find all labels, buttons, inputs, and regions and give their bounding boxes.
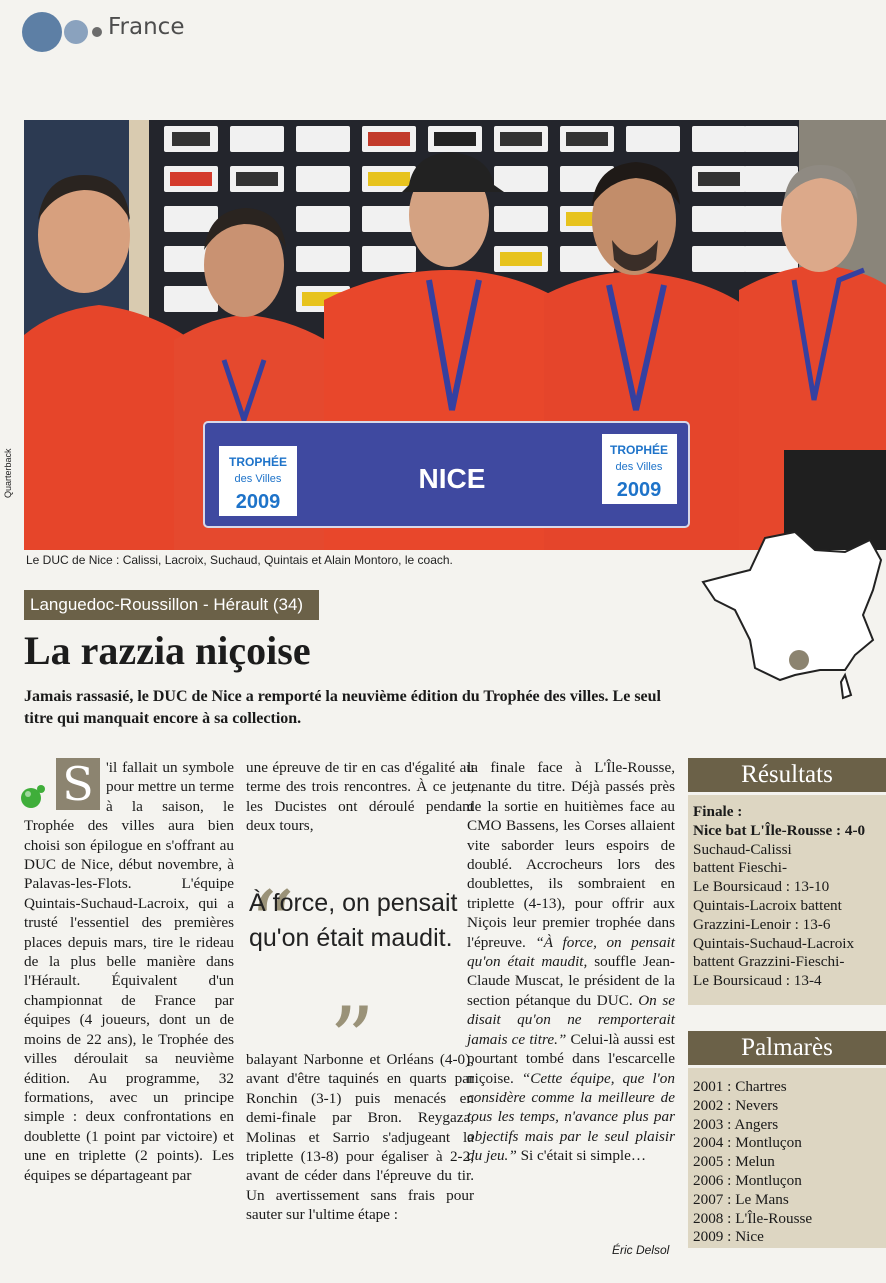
column-3-text-4: Si c'était si simple… — [520, 1147, 647, 1165]
results-line: Le Boursicaud : 13-10 — [693, 878, 830, 896]
team-photo-illustration — [24, 120, 886, 550]
results-box — [688, 795, 886, 1005]
palmares-entry: 2007 : Le Mans — [693, 1190, 789, 1208]
column-3-quote-1: “À force, on pensait qu'on était maudit, — [467, 933, 675, 971]
results-finale-label: Finale : — [693, 803, 743, 820]
section-label: France — [108, 14, 185, 40]
banner-logo-left-line2: des Villes — [234, 473, 282, 485]
drop-cap: S — [56, 758, 100, 810]
results-line: Nice bat L'Île-Rousse : 4-0 — [693, 821, 866, 839]
results-line: Quintais-Lacroix battent — [693, 896, 842, 914]
column-3-text-1: la finale face à L'Île-Rousse, tenante du titre. Déjà passés près de la sortie en huitièmes face au CMO Bassens, les Corses allaient vite saborder leurs espoirs de doublé. Accrocheurs lors des doublettes, ils sombraient en triplette (4-13), pour offrir aux Niçois leur premier trophée dans l'épreuve. — [467, 759, 675, 951]
column-1-text: 'il fallait un symbole pour mettre un terme à la saison, le Trophée des villes aura bien choisi son épilogue en s'offrant au DUC de Nice, début novembre, à Palavas-les-Flots. L'équipe Quintais-Suchaud-Lacroix, qui a trusté l'essentiel des premières places depuis mars, tire le rideau de la plus belle manière dans l'Hérault. Équivalent d'un championnat de France par équipes (4 joueurs, dont un de moins de 22 ans), le Trophée des villes déroulait sa neuvième édition. Au programme, 32 formations, avec un principe simple : deux confrontations en doublette (1 point par victoire) et une en triplette (2 points). Les équipes se départageant par — [24, 759, 234, 1184]
pull-quote-text: À force, on pensait qu'on était maudit. — [249, 889, 458, 952]
close-quote-icon: ” — [329, 988, 376, 1093]
results-line: Suchaud-Calissi — [693, 840, 792, 858]
banner-logo-right-line2: des Villes — [615, 461, 663, 473]
france-map-icon — [695, 530, 886, 705]
photo-credit: Quarterback — [3, 448, 13, 498]
palmares-title: Palmarès — [688, 1031, 886, 1065]
results-line: Quintais-Suchaud-Lacroix — [693, 934, 855, 952]
banner-logo-right-line1: TROPHÉE — [609, 443, 669, 457]
palmares-entry: 2009 : Nice — [693, 1228, 764, 1246]
rubric-label: Languedoc-Roussillon - Hérault (34) — [24, 590, 319, 620]
header-dot-small — [92, 27, 102, 37]
article-column-2-top: une épreuve de tir en cas d'égalité au terme des trois rencontres. À ce jeu, les Ducistes ont déroulé pendant deux tours, — [246, 759, 474, 835]
palmares-entry: 2006 : Montluçon — [693, 1171, 802, 1189]
author-signature: Éric Delsol — [612, 1243, 670, 1257]
column-3-quote-3: “Cette équipe, que l'on considère comme la meilleure de tous les temps, n'avance plus par objectifs mais par le seul plaisir du jeu.” — [467, 1069, 675, 1165]
results-line: Le Boursicaud : 13-4 — [693, 972, 822, 990]
palmares-entry: 2005 : Melun — [693, 1153, 775, 1171]
palmares-entry: 2008 : L'Île-Rousse — [693, 1209, 813, 1227]
palmares-entry: 2001 : Chartres — [693, 1078, 787, 1095]
palmares-box — [688, 1068, 886, 1248]
banner-logo-left-line1: TROPHÉE — [228, 455, 288, 469]
results-title: Résultats — [688, 758, 886, 792]
results-line: Grazzini-Lenoir : 13-6 — [693, 915, 831, 933]
column-3-quote-2: On se disait qu'on ne remporterait jamais ce titre.” — [467, 991, 675, 1048]
open-quote-icon: “ — [249, 872, 296, 977]
results-line: battent Fieschi- — [693, 859, 788, 877]
article-column-1 — [24, 758, 234, 1185]
palmares-entry: 2003 : Angers — [693, 1115, 779, 1133]
photo-caption: Le DUC de Nice : Calissi, Lacroix, Suchaud, Quintais et Alain Montoro, le coach. — [26, 553, 453, 567]
results-line: battent Grazzini-Fieschi- — [693, 953, 845, 971]
article-column-2-bottom: balayant Narbonne et Orléans (4-0), avant d'être taquinés en quarts par Ronchin (3-1) puis menacés en demi-finale par Bron. Reygaza, Molinas et Sarrio s'adjugeant la triplette (13-8) pour égaliser à 2-2, avant de céder dans l'épreuve du tir. Un avertissement sans frais pour sauter sur l'ultime étape : — [246, 1051, 474, 1224]
nice-location-marker — [789, 650, 809, 670]
article-lead: Jamais rassasié, le DUC de Nice a remporté la neuvième édition du Trophée des villes. Le seul titre qui manquait encore à sa collection. — [24, 688, 661, 727]
palmares-entry: 2004 : Montluçon — [693, 1134, 802, 1152]
article-column-3 — [467, 758, 675, 1166]
column-3-text-2: souffle Jean-Claude Muscat, le président de la section pétanque du DUC. — [467, 953, 675, 1009]
team-photo — [24, 120, 886, 550]
palmares-entry: 2002 : Nevers — [693, 1096, 779, 1114]
column-3-text-3: Celui-là aussi est pourtant tombé dans l'escarcelle niçoise. — [467, 1030, 676, 1087]
header-dot-large — [22, 12, 62, 52]
banner-logo-left-year: 2009 — [235, 491, 281, 513]
banner-logo-right-year: 2009 — [616, 479, 662, 501]
article-title: La razzia niçoise — [24, 628, 311, 673]
banner-text: NICE — [418, 463, 486, 494]
header-dot-medium — [64, 20, 88, 44]
